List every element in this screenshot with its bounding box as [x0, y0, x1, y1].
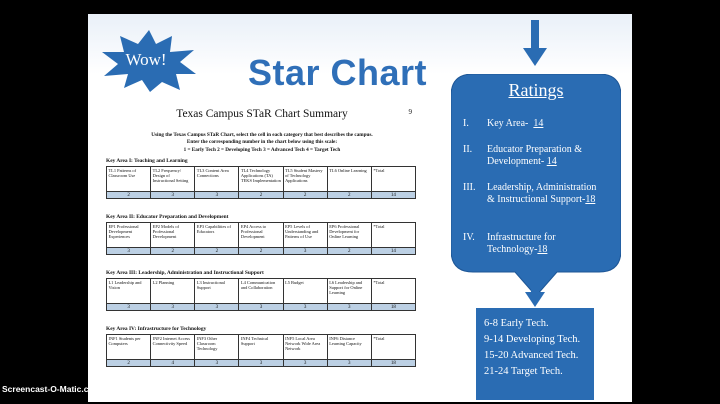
score-cell: 3	[195, 360, 239, 367]
score-cell: 2	[107, 360, 151, 367]
key-area-table	[106, 222, 416, 255]
key-area-table	[106, 166, 416, 199]
instruction-line: Enter the corresponding number in the chart below using this scale:	[186, 139, 338, 145]
category-cell: INF6 Distance Learning Capacity	[327, 335, 371, 360]
category-cell: TL2 Frequency/ Design of Instructional Setting	[151, 167, 195, 192]
score-cell: 3	[283, 304, 327, 311]
category-cell: INF2 Internet Access Connectivity Speed	[151, 335, 195, 360]
score-cell: 4	[151, 360, 195, 367]
rating-numeral: II.	[463, 144, 473, 155]
score-cell: 3	[195, 304, 239, 311]
rating-label: Key Area-	[487, 118, 529, 129]
watermark: Screencast-O-Matic.com	[2, 384, 102, 394]
score-cell: 2	[327, 192, 371, 199]
key-area-table	[106, 334, 416, 367]
category-cell: TL3 Content Area Connections	[195, 167, 239, 192]
score-cell: 3	[151, 192, 195, 199]
rating-numeral: III.	[463, 182, 476, 193]
rating-label: Leadership, Administration & Instructional Support-	[487, 182, 597, 205]
down-arrow-icon	[524, 278, 546, 308]
score-cell: 3	[239, 304, 283, 311]
category-cell: TL4 Technology Applications (TA) TEKS Implementation	[239, 167, 283, 192]
down-arrow-icon	[522, 20, 548, 68]
rating-value: 18	[585, 194, 596, 205]
score-cell: 3	[151, 304, 195, 311]
wow-label: Wow!	[125, 50, 167, 69]
scale-item: 9-14 Developing Tech.	[484, 334, 581, 345]
page-number: 9	[408, 108, 412, 116]
total-cell: *Total	[371, 167, 415, 192]
key-area-title: Key Area IV: Infrastructure for Technology	[106, 326, 207, 332]
category-cell: EP5 Levels of Understanding and Patterns of Use	[283, 223, 327, 248]
score-cell: 2	[239, 248, 283, 255]
rating-value: 14	[546, 156, 557, 167]
category-cell: EP1 Professional Development Experiences	[107, 223, 151, 248]
score-cell: 2	[107, 192, 151, 199]
score-cell: 3	[107, 304, 151, 311]
rating-value: 18	[537, 244, 548, 255]
category-cell: L6 Leadership and Support for Online Learning	[327, 279, 371, 304]
scale-item: 21-24 Target Tech.	[484, 366, 563, 377]
score-cell: 2	[283, 192, 327, 199]
document-title: Texas Campus STaR Chart Summary	[176, 108, 348, 120]
category-cell: INF5 Local Area Network Wide Area Network	[283, 335, 327, 360]
score-cell: 2	[327, 248, 371, 255]
key-area-table	[106, 278, 416, 311]
total-score-cell: 14	[371, 248, 415, 255]
score-cell: 3	[107, 248, 151, 255]
category-cell: L4 Communication and Collaboration	[239, 279, 283, 304]
rating-value: 14	[533, 118, 544, 129]
category-cell: L3 Instructional Support	[195, 279, 239, 304]
key-area-title: Key Area II: Educator Preparation and Development	[106, 214, 229, 220]
total-cell: *Total	[371, 279, 415, 304]
total-cell: *Total	[371, 335, 415, 360]
scale-line: 1 = Early Tech 2 = Developing Tech 3 = Advanced Tech 4 = Target Tech	[183, 147, 341, 153]
rating-numeral: I.	[463, 118, 469, 129]
category-cell: TL5 Student Mastery of Technology Applications	[283, 167, 327, 192]
category-cell: L2 Planning	[151, 279, 195, 304]
score-cell: 2	[151, 248, 195, 255]
total-score-cell: 14	[371, 192, 415, 199]
score-cell: 3	[283, 360, 327, 367]
key-area-title: Key Area III: Leadership, Administration and Instructional Support	[106, 270, 264, 276]
score-cell: 2	[239, 192, 283, 199]
score-cell: 3	[327, 304, 371, 311]
category-cell: INF3 Other Classroom Technology	[195, 335, 239, 360]
slide-title: Star Chart	[248, 52, 428, 93]
presentation-slide	[88, 14, 632, 402]
category-cell: INF4 Technical Support	[239, 335, 283, 360]
score-cell: 3	[239, 360, 283, 367]
rating-scale-box	[476, 308, 594, 400]
rating-label: Infrastructure for Technology-	[487, 232, 556, 255]
rating-numeral: IV.	[463, 232, 475, 243]
score-cell: 3	[327, 360, 371, 367]
total-score-cell: 18	[371, 304, 415, 311]
category-cell: EP2 Models of Professional Development	[151, 223, 195, 248]
scale-item: 6-8 Early Tech.	[484, 318, 549, 329]
category-cell: EP4 Access to Professional Development	[239, 223, 283, 248]
score-cell: 3	[195, 192, 239, 199]
instruction-line: Using the Texas Campus STaR Chart, select the cell in each category that best describes the campus.	[151, 132, 373, 138]
category-cell: L1 Leadership and Vision	[107, 279, 151, 304]
total-cell: *Total	[371, 223, 415, 248]
score-cell: 3	[283, 248, 327, 255]
score-cell: 2	[195, 248, 239, 255]
scale-item: 15-20 Advanced Tech.	[484, 350, 579, 361]
key-area-title: Key Area I: Teaching and Learning	[106, 158, 188, 164]
category-cell: TL1 Patterns of Classroom Use	[107, 167, 151, 192]
category-cell: INF1 Students per Computers	[107, 335, 151, 360]
category-cell: TL6 Online Learning	[327, 167, 371, 192]
category-cell: EP6 Professional Development for Online Learning	[327, 223, 371, 248]
star-chart-document	[96, 106, 428, 396]
category-cell: L5 Budget	[283, 279, 327, 304]
rating-label: Educator Preparation & Development-	[487, 144, 582, 167]
ratings-title: Ratings	[508, 80, 564, 100]
ratings-callout	[451, 74, 621, 296]
total-score-cell: 18	[371, 360, 415, 367]
category-cell: EP3 Capabilities of Educators	[195, 223, 239, 248]
